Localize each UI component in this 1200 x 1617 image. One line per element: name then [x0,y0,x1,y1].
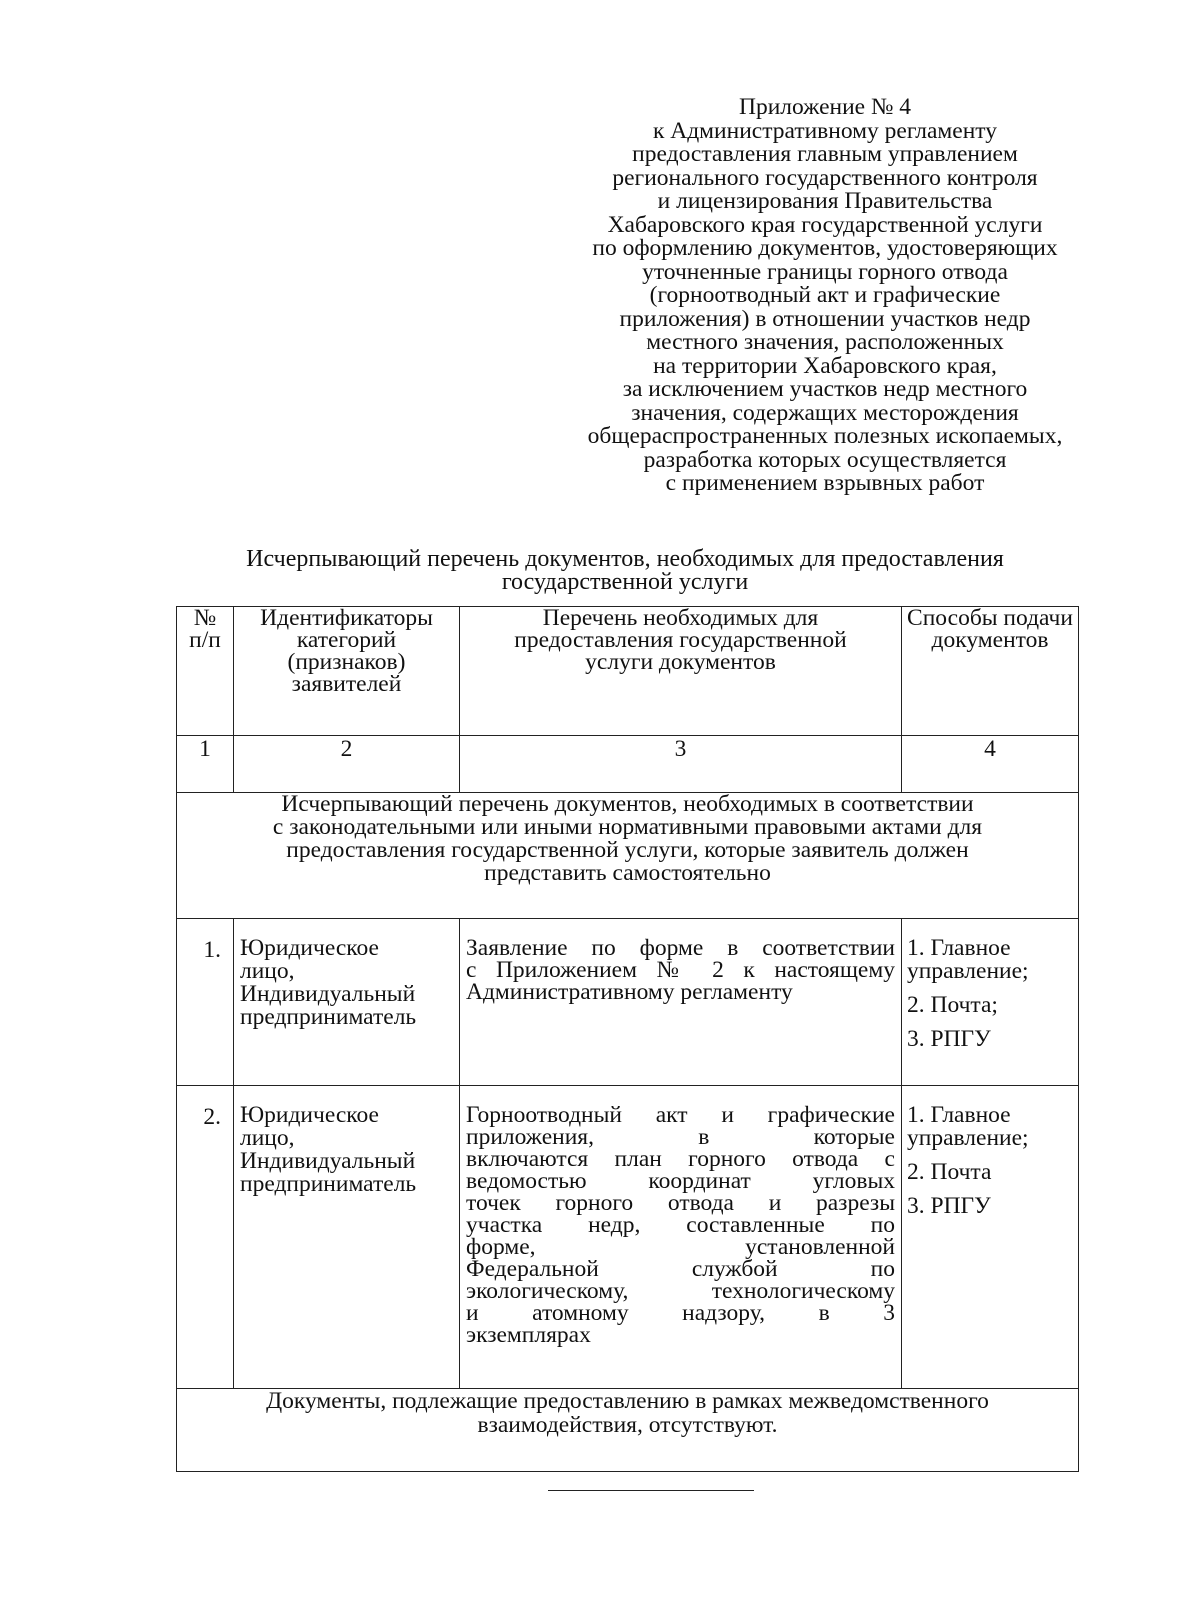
closing-rule [548,1490,754,1491]
table-row [177,919,1079,1086]
row-category [234,919,460,1086]
section-heading-line: с законодательными или иными нормативными правовыми актами для [272,814,983,840]
document-line: экологическому, технологическому [466,1278,895,1304]
appendix-header-line: приложения) в отношении участков недр [619,305,1031,332]
document-title-line: государственной услуги [501,569,749,595]
document-line: включаются план горного отвода с [466,1146,895,1172]
column-number: 1 [177,736,234,793]
footer-line: взаимодействия, отсутствуют. [477,1412,778,1438]
document-line: участка недр, составленные по [466,1212,895,1238]
category-line: Индивидуальный [240,981,416,1007]
header-text: предоставления государственной [514,627,847,653]
header-submission-ways [902,607,1079,736]
appendix-header-line: значения, содержащих месторождения [631,399,1019,426]
document-line: Федеральной службой по [466,1256,895,1282]
header-text: № [193,605,217,631]
header-text: Перечень необходимых для [542,605,819,631]
appendix-header-line: Приложение № 4 [738,94,912,120]
header-text: заявителей [291,671,402,697]
category-line: Юридическое [240,1102,379,1128]
appendix-header-line: на территории Хабаровского края, [653,352,997,379]
submission-way: 3. РПГУ [907,1193,991,1219]
appendix-header-line: (горноотводный акт и графические [649,282,1001,308]
document-line: Заявление по форме в соответствии [466,935,895,961]
table-header-row [177,607,1079,736]
documents-table [176,606,1079,1472]
row-number: 2. [177,1086,234,1389]
submission-way: 3. РПГУ [907,1026,991,1052]
row-number: 1. [177,919,234,1086]
row-submission-ways [902,919,1079,1086]
appendix-header-line: по оформлению документов, удостоверяющих [592,235,1058,261]
appendix-header [545,96,1105,496]
column-number: 4 [902,736,1079,793]
section-heading [177,793,1079,919]
category-line: Юридическое [240,935,379,961]
column-number: 3 [460,736,902,793]
document-line: точек горного отвода и разрезы [466,1190,895,1216]
category-line: предприниматель [240,1004,417,1030]
category-line: Индивидуальный [240,1148,416,1174]
appendix-header-line: разработка которых осуществляется [643,446,1007,473]
appendix-header-line: с применением взрывных работ [665,470,985,496]
submission-way: 2. Почта [907,1159,992,1185]
header-categories [234,607,460,736]
appendix-header-line: к Административному регламенту [652,117,998,144]
document-line: с Приложением № 2 к настоящему [466,957,895,983]
header-documents [460,607,902,736]
document-line: приложения, в которые [466,1124,895,1150]
section-heading-line: Исчерпывающий перечень документов, необходимых в соответствии [281,791,974,817]
row-submission-ways [902,1086,1079,1389]
section-heading-line: представить самостоятельно [484,860,771,886]
header-text: услуги документов [585,649,776,675]
appendix-header-line: уточненные границы горного отвода [642,258,1008,285]
table-row [177,1086,1079,1389]
appendix-header-line: за исключением участков недр местного [622,376,1028,402]
header-text: категорий [296,627,397,653]
header-text: (признаков) [287,649,406,675]
document-title-line: Исчерпывающий перечень документов, необходимых для предоставления [246,546,1004,572]
section-heading-line: предоставления государственной услуги, которые заявитель должен [286,837,969,863]
footer-line: Документы, подлежащие предоставлению в рамках межведомственного [266,1388,989,1414]
header-number [177,607,234,736]
interagency-note [177,1389,1079,1472]
column-number: 2 [234,736,460,793]
footer-row [177,1389,1079,1472]
appendix-header-line: Хабаровского края государственной услуги [607,211,1043,238]
category-line: лицо, [240,958,295,984]
row-document [460,919,902,1086]
header-text: п/п [189,627,221,653]
appendix-header-line: регионального государственного контроля [612,164,1038,191]
row-category [234,1086,460,1389]
appendix-header-line: общераспространенных полезных ископаемых, [587,423,1063,449]
header-text: Идентификаторы [260,605,433,631]
column-number-row [177,736,1079,793]
appendix-header-line: местного значения, расположенных [646,329,1004,355]
document-line: ведомостью координат угловых [466,1168,895,1194]
appendix-header-line: и лицензирования Правительства [657,188,993,214]
submission-way: 1. Главное управление; [907,1102,1029,1151]
header-text: Способы подачи [907,605,1073,631]
header-text: документов [931,627,1049,653]
document-line: форме, установленной [466,1234,895,1260]
document-title [175,548,1075,594]
submission-way: 1. Главное управление; [907,935,1029,984]
category-line: лицо, [240,1125,295,1151]
section-heading-row [177,793,1079,919]
document-line: и атомному надзору, в 3 [466,1300,895,1326]
document-line: экземплярах [466,1322,591,1348]
document-line: Административному регламенту [466,979,793,1005]
category-line: предприниматель [240,1171,417,1197]
submission-way: 2. Почта; [907,992,998,1018]
document-line: Горноотводный акт и графические [466,1102,895,1128]
row-document [460,1086,902,1389]
appendix-header-line: предоставления главным управлением [632,141,1018,167]
